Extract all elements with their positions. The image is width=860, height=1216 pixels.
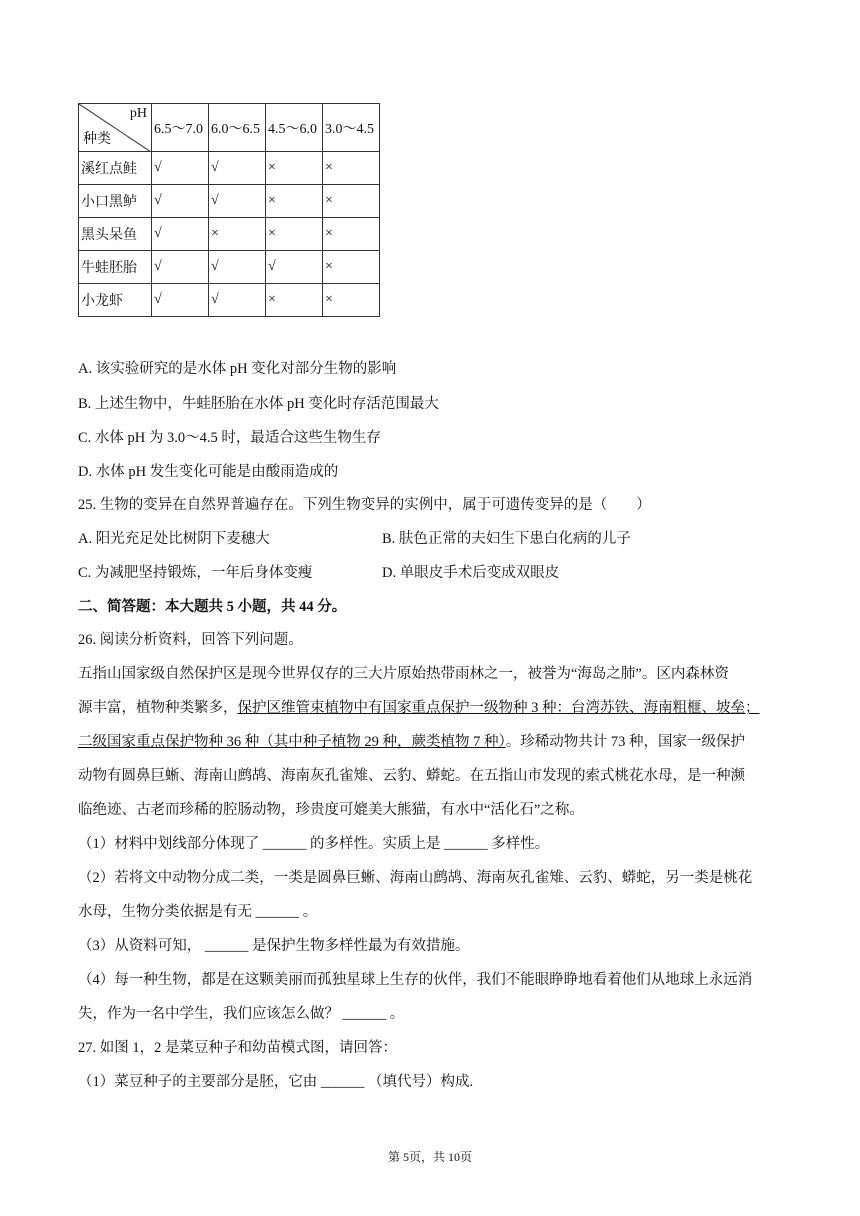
table-cell: √ (152, 218, 209, 251)
table-cell: × (266, 152, 323, 185)
underlined-text: 保护区维管束植物中有国家重点保护一级物种 3 种：台湾苏铁、海南粗榧、坡垒； (237, 700, 760, 716)
species-name: 黑头呆鱼 (79, 218, 152, 251)
table-row (79, 251, 380, 284)
underlined-text: 二级国家重点保护物种 36 种（其中种子植物 29 种，蕨类植物 7 种） (78, 734, 506, 750)
table-row (79, 218, 380, 251)
species-name: 牛蛙胚胎 (79, 251, 152, 284)
table-cell: × (323, 218, 380, 251)
table-cell: × (323, 185, 380, 218)
q26-subquestion-2-cont: 水母，生物分类依据是有无 ______ 。 (78, 904, 318, 920)
table-cell: √ (209, 284, 266, 317)
q26-passage-line (78, 732, 745, 752)
table-cell: √ (209, 251, 266, 284)
column-header: 3.0～4.5 (323, 104, 380, 152)
column-header: 4.5～6.0 (266, 104, 323, 152)
q24-option-b: B. 上述生物中，牛蛙胚胎在水体 pH 变化时存活范围最大 (78, 396, 439, 412)
q26-passage-line: 五指山国家级自然保护区是现今世界仅存的三大片原始热带雨林之一，被誉为“海岛之肺”。区内森林资 (78, 666, 729, 682)
table-cell: × (266, 218, 323, 251)
q26-passage-line (78, 698, 760, 718)
q27-stem: 27. 如图 1，2 是菜豆种子和幼苗模式图，请回答： (78, 1040, 397, 1056)
table-row (79, 152, 380, 185)
species-name: 小龙虾 (79, 284, 152, 317)
page-footer: 第 5页，共 10页 (387, 1150, 472, 1164)
q26-subquestion-3: （3）从资料可知， ______ 是保护生物多样性最为有效措施。 (78, 938, 470, 954)
q26-subquestion-4: （4）每一种生物，都是在这颗美丽而孤独星球上生存的伙伴，我们不能眼睁睁地看着他们从地球上永远消 (78, 972, 753, 988)
table-cell: × (323, 251, 380, 284)
q25-option-d: D. 单眼皮手术后变成双眼皮 (382, 565, 560, 581)
table-cell: × (209, 218, 266, 251)
table-cell: × (266, 284, 323, 317)
species-name: 溪红点鲑 (79, 152, 152, 185)
table-header-row (79, 104, 380, 152)
table-cell: √ (209, 152, 266, 185)
q26-subquestion-4-cont: 失，作为一名中学生，我们应该怎么做？ ______ 。 (78, 1006, 405, 1022)
q26-passage-line: 动物有圆鼻巨蜥、海南山鹧鸪、海南灰孔雀雉、云豹、蟒蛇。在五指山市发现的索式桃花水母，是一种濒 (78, 768, 745, 784)
table-cell: √ (152, 185, 209, 218)
q25-option-c: C. 为减肥坚持锻炼，一年后身体变瘦 (78, 565, 313, 581)
q26-subquestion-1: （1）材料中划线部分体现了 ______ 的多样性。实质上是 ______ 多样性。 (78, 836, 550, 852)
q26-subquestion-2: （2）若将文中动物分成二类，一类是圆鼻巨蜥、海南山鹧鸪、海南灰孔雀雉、云豹、蟒蛇，另一类是桃花 (78, 870, 753, 886)
table-cell: × (266, 185, 323, 218)
diagonal-header-cell (79, 104, 152, 152)
q24-option-a: A. 该实验研究的是水体 pH 变化对部分生物的影响 (78, 361, 397, 377)
passage-text: 源丰富，植物种类繁多， (78, 700, 238, 716)
section-heading: 二、简答题：本大题共 5 小题，共 44 分。 (78, 599, 347, 615)
column-header: 6.0～6.5 (209, 104, 266, 152)
q25-option-a: A. 阳光充足处比树阴下麦穗大 (78, 531, 270, 547)
table-cell: √ (152, 284, 209, 317)
table-cell: × (323, 284, 380, 317)
q25-stem: 25. 生物的变异在自然界普遍存在。下列生物变异的实例中，属于可遗传变异的是（ ） (78, 497, 651, 513)
q25-option-b: B. 肤色正常的夫妇生下患白化病的儿子 (382, 531, 631, 547)
q26-passage-line: 临绝迹、古老而珍稀的腔肠动物，珍贵度可媲美大熊猫，有水中“活化石”之称。 (78, 802, 584, 818)
q27-subquestion-1: （1）菜豆种子的主要部分是胚，它由 ______ （填代号）构成. (78, 1074, 474, 1090)
table-row (79, 185, 380, 218)
column-header: 6.5～7.0 (152, 104, 209, 152)
passage-text: 。珍稀动物共计 73 种，国家一级保护 (505, 734, 745, 750)
q24-option-d: D. 水体 pH 发生变化可能是由酸雨造成的 (78, 464, 339, 480)
header-species-label: 种类 (83, 132, 111, 147)
ph-survival-table (78, 103, 380, 317)
table-row (79, 284, 380, 317)
q24-option-c: C. 水体 pH 为 3.0～4.5 时，最适合这些生物生存 (78, 430, 381, 446)
table-cell: √ (152, 251, 209, 284)
q26-stem: 26. 阅读分析资料，回答下列问题。 (78, 632, 303, 648)
table-cell: × (323, 152, 380, 185)
species-name: 小口黑鲈 (79, 185, 152, 218)
table-cell: √ (266, 251, 323, 284)
table-cell: √ (152, 152, 209, 185)
header-ph-label: pH (129, 106, 147, 121)
table-cell: √ (209, 185, 266, 218)
